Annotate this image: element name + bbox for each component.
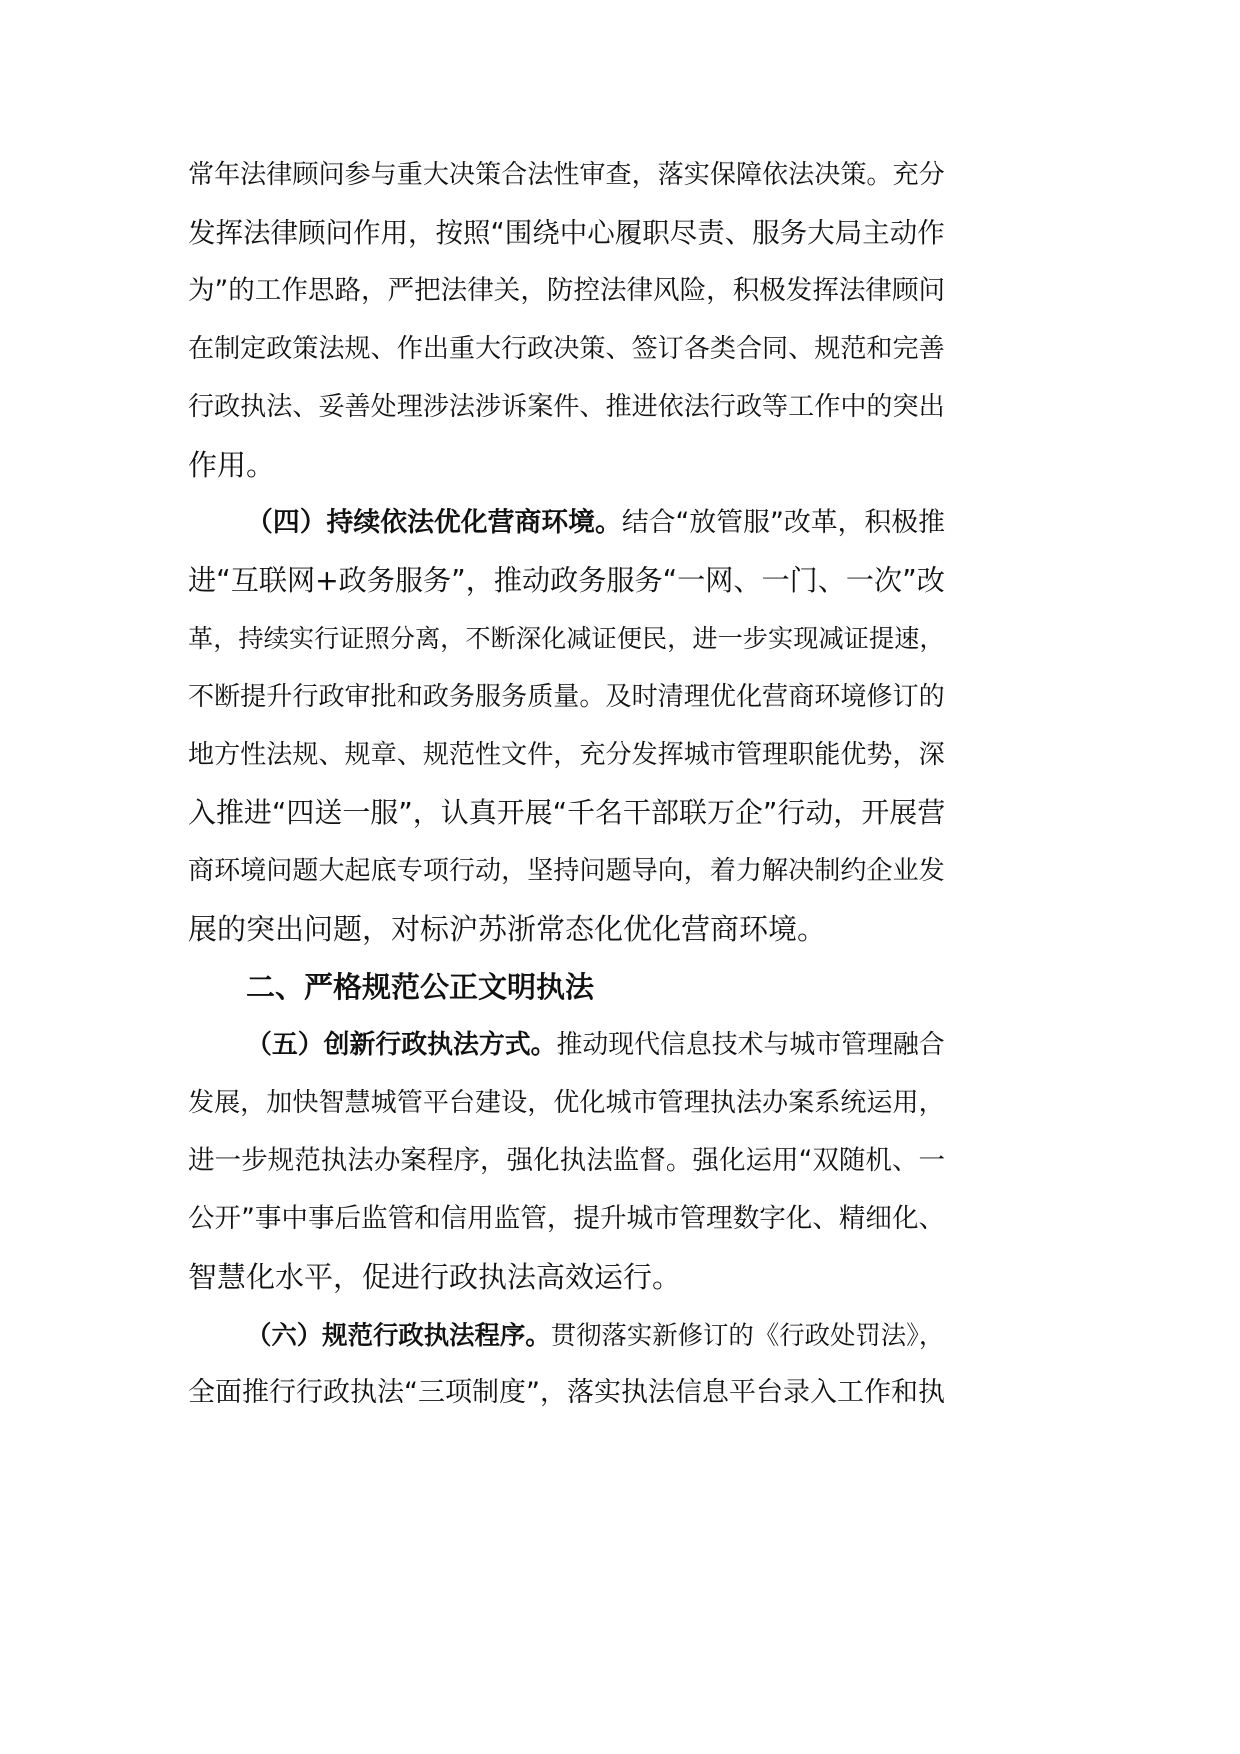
paragraph-line: [188, 1194, 945, 1244]
line-text: 入推进“四送一服”，认真开展“千名干部联万企”行动，开展营: [188, 796, 946, 829]
chapter-heading: [246, 962, 594, 1012]
line-text: 在制定政策法规、作出重大行政决策、签订各类合同、规范和完善: [188, 334, 945, 364]
section-heading: （五）创新行政执法方式。: [246, 1030, 557, 1060]
heading-text: 二、严格规范公正文明执法: [246, 970, 595, 1004]
paragraph-line-section-6: [246, 1310, 944, 1360]
line-text: 行政执法、妥善处理涉法涉诉案件、推进依法行政等工作中的突出: [188, 392, 945, 422]
line-text: 进一步规范执法办案程序，强化执法监督。强化运用“双随机、一: [188, 1145, 946, 1176]
line-text: 为”的工作思路，严把法律关，防控法律风险，积极发挥法律顾问: [188, 275, 946, 306]
paragraph-line: [188, 440, 275, 490]
line-text: 地方性法规、规章、规范性文件，充分发挥城市管理职能优势，深: [188, 740, 945, 770]
paragraph-line: [188, 788, 945, 838]
paragraph-line: [188, 904, 826, 954]
section-heading: （六）规范行政执法程序。: [246, 1320, 551, 1350]
paragraph-line: [188, 1136, 945, 1186]
paragraph-line: [188, 556, 945, 606]
line-text: 结合“放管服”改革，积极推: [621, 507, 945, 538]
line-text: 发展，加快智慧城管平台建设，优化城市管理执法办案系统运用，: [188, 1088, 945, 1118]
line-text: 发挥法律顾问作用，按照“围绕中心履职尽责、服务大局主动作: [188, 217, 945, 249]
paragraph-line: [188, 614, 945, 664]
paragraph-line: [188, 266, 945, 316]
line-text: 商环境问题大起底专项行动，坚持问题导向，着力解决制约企业发: [188, 856, 945, 886]
paragraph-line: [188, 1078, 945, 1128]
paragraph-line: [188, 324, 945, 374]
line-text: 革，持续实行证照分离，不断深化减证便民，进一步实现减证提速，: [188, 624, 945, 653]
paragraph-line: [188, 208, 945, 258]
line-text: 全面推行行政执法“三项制度”，落实执法信息平台录入工作和执: [188, 1377, 945, 1408]
paragraph-line: [188, 1252, 681, 1302]
line-text: 进“互联网+政务服务”，推动政务服务“一网、一门、一次”改: [188, 564, 945, 597]
line-text: 作用。: [188, 448, 276, 482]
paragraph-line: [188, 730, 945, 780]
paragraph-line: [188, 672, 945, 722]
line-text: 推动现代信息技术与城市管理融合: [556, 1030, 945, 1060]
section-heading: （四）持续依法优化营商环境。: [246, 507, 622, 538]
paragraph-line-section-5: [246, 1020, 945, 1070]
paragraph-line: [188, 150, 945, 200]
line-text: 智慧化水平，促进行政执法高效运行。: [188, 1260, 682, 1294]
paragraph-line: [188, 846, 945, 896]
paragraph-line: [188, 382, 945, 432]
line-text: 不断提升行政审批和政务服务质量。及时清理优化营商环境修订的: [188, 682, 945, 712]
line-text: 常年法律顾问参与重大决策合法性审查，落实保障依法决策。充分: [188, 160, 945, 190]
line-text: 展的突出问题，对标沪苏浙常态化优化营商环境。: [188, 912, 827, 946]
paragraph-line-section-4: [246, 498, 945, 548]
line-text: 贯彻落实新修订的《行政处罚法》，: [550, 1320, 945, 1350]
paragraph-line: [188, 1368, 945, 1418]
line-text: 公开”事中事后监管和信用监管，提升城市管理数字化、精细化、: [188, 1203, 946, 1234]
